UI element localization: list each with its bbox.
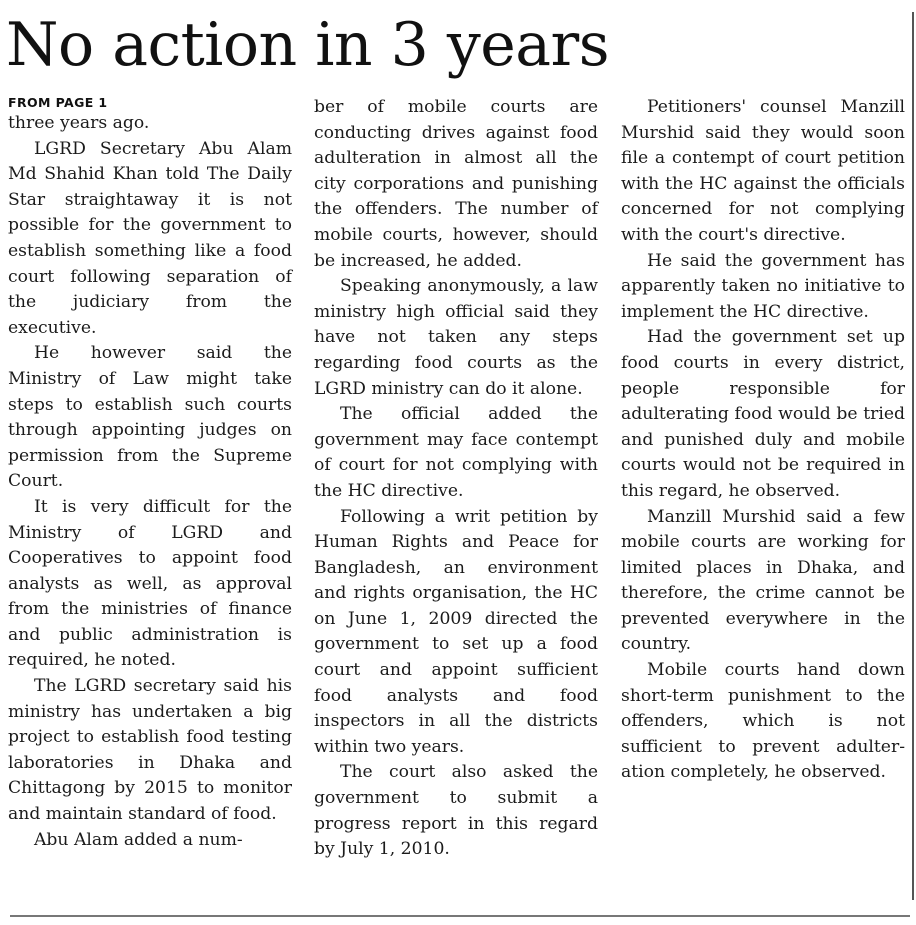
- paragraph: Speaking anonymously, a law ministry high official said they have not taken any steps regarding food courts as the LGRD ministry can do it alone.: [314, 276, 598, 399]
- paragraph: three years ago.: [8, 113, 150, 133]
- paragraph: It is very difficult for the Ministry of LGRD and Cooperatives to appoint food analysts as well, as approval from the ministries of finance and public administration is required, he noted.: [8, 496, 292, 671]
- article-column-3: [621, 95, 905, 786]
- paragraph: Following a writ petition by Human Rights and Peace for Bangladesh, an environment and rights organisation, the HC on June 1, 2009 directed the government to set up a food court and appoint sufficient food analysts and food inspectors in all the districts within two years.: [314, 506, 598, 757]
- paragraph: The official added the government may face contempt of court for not complying with the HC directive.: [314, 404, 598, 501]
- paragraph: Mobile courts hand down short-term punishment to the offenders, which is not sufficient to prevent adulteration completely, he observed.: [621, 660, 905, 783]
- bottom-rule: [10, 915, 910, 917]
- paragraph: Manzill Murshid said a few mobile courts are working for limited places in Dhaka, and therefore, the crime cannot be prevented everywhere in the country.: [621, 506, 905, 655]
- article-headline: No action in 3 years: [6, 10, 610, 80]
- paragraph: The court also asked the government to submit a progress report in this regard by July 1, 2010.: [314, 762, 598, 860]
- column-rule-right: [912, 12, 914, 900]
- paragraph: He said the government has apparently taken no initiative to implement the HC directive.: [621, 250, 905, 322]
- paragraph: He however said the Ministry of Law might take steps to establish such courts through appointing judges on permission from the Supreme Court.: [8, 343, 292, 492]
- continuation-kicker: FROM PAGE 1: [8, 95, 108, 110]
- paragraph: LGRD Secretary Abu Alam Md Shahid Khan told The Daily Star straightaway it is not possible for the government to establish something like a food court following separation of the judiciary from the executive.: [8, 138, 292, 338]
- article-column-1: [8, 95, 292, 853]
- paragraph: Had the government set up food courts in every district, people responsible for adulterating food would be tried and punished duly and mobile courts would not be required in this regard, he observed.: [621, 327, 905, 501]
- paragraph: Abu Alam added a num-: [34, 829, 243, 850]
- paragraph: Petitioners' counsel Manzill Murshid said they would soon file a contempt of court petition with the HC against the officials concerned for not complying with the court's directive.: [621, 97, 905, 245]
- paragraph: ber of mobile courts are conducting drives against food adulteration in almost all the city corporations and punishing the offenders. The number of mobile courts, however, should be increased, he added.: [314, 97, 598, 271]
- paragraph: The LGRD secretary said his ministry has undertaken a big project to establish food testing laboratories in Dhaka and Chittagong by 2015 to monitor and maintain standard of food.: [8, 676, 292, 825]
- article-column-2: [314, 95, 598, 863]
